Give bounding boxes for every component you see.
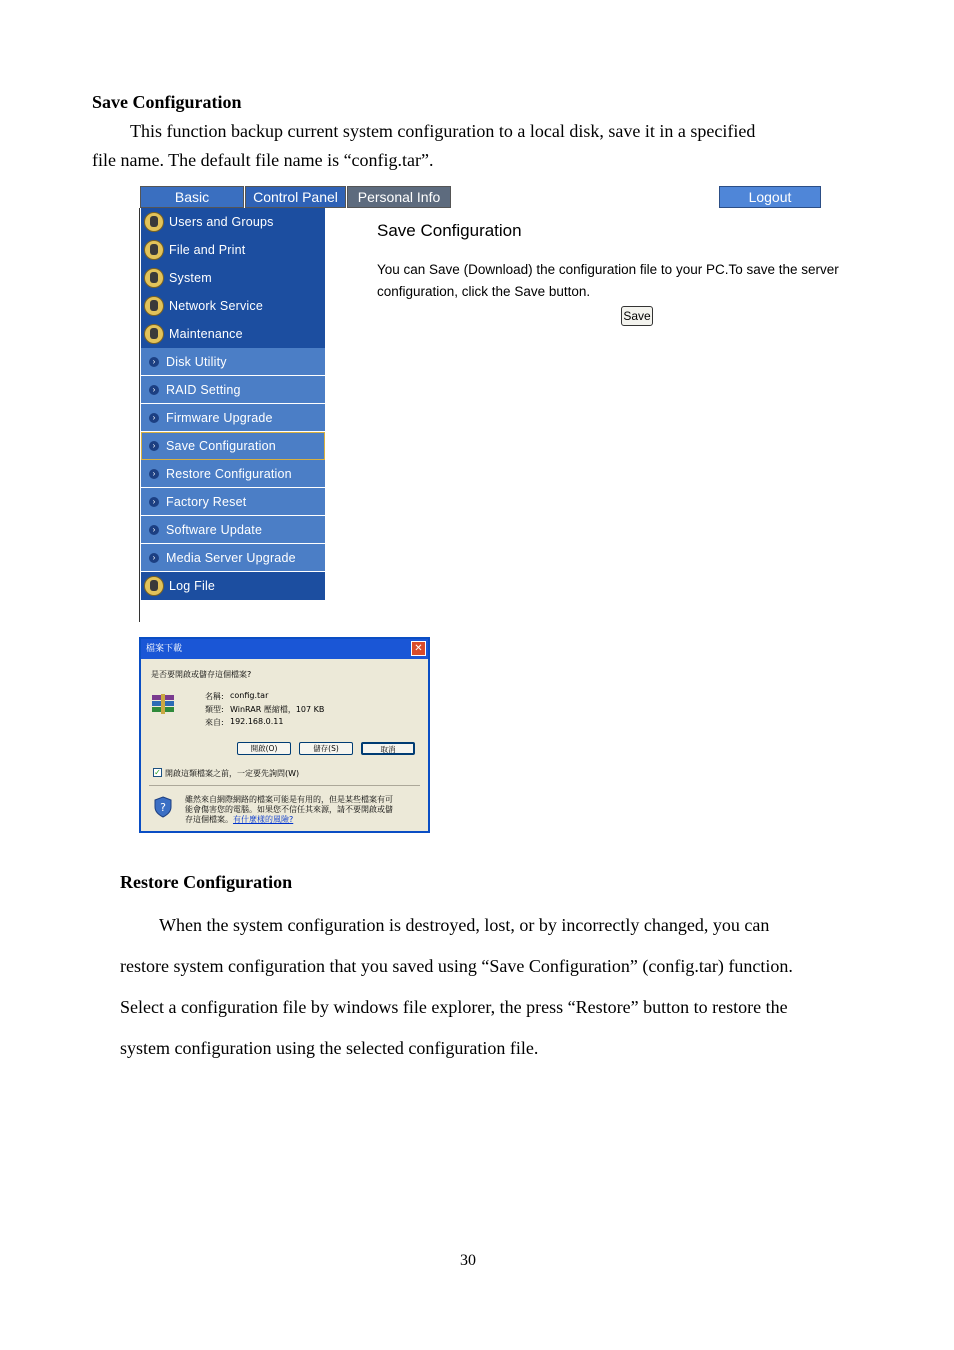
logout-button[interactable]: Logout <box>719 186 821 208</box>
dialog-question: 是否要開啟或儲存這個檔案? <box>151 670 252 679</box>
restore-para-line3: Select a configuration file by windows file explorer, the press “Restore” button to restore the <box>120 997 788 1017</box>
sidebar-item-label: Factory Reset <box>166 495 247 509</box>
type-value: WinRAR 壓縮檔，107 KB <box>230 705 325 714</box>
left-border <box>139 208 140 622</box>
chevron-right-icon: › <box>149 553 159 563</box>
restore-para-line4: system configuration using the selected configuration file. <box>120 1038 539 1058</box>
divider <box>149 785 420 786</box>
sidebar-item-factory-reset[interactable] <box>141 488 325 516</box>
checkbox-label: 開啟這類檔案之前，一定要先詢問(W) <box>165 769 300 778</box>
user-folder-icon <box>144 212 164 232</box>
user-folder-icon <box>144 268 164 288</box>
open-button[interactable]: 開啟(O) <box>237 742 291 755</box>
sidebar-item-label: Network Service <box>169 299 263 313</box>
shield-question-icon <box>153 796 173 818</box>
warning-line-3 <box>185 814 293 825</box>
user-folder-icon <box>144 576 164 596</box>
content-title: Save Configuration <box>377 221 522 240</box>
sidebar-item-system[interactable] <box>141 264 325 292</box>
sidebar-item-label: Software Update <box>166 523 263 537</box>
chevron-right-icon: › <box>149 497 159 507</box>
risk-link[interactable]: 有什麼樣的風險? <box>233 815 294 824</box>
user-folder-icon <box>144 296 164 316</box>
chevron-right-icon: › <box>149 385 159 395</box>
type-label: 類型: <box>205 705 224 714</box>
save-config-para-line1: This function backup current system configuration to a local disk, save it in a specified <box>130 121 756 141</box>
sidebar-item-label: Restore Configuration <box>166 467 292 481</box>
from-value: 192.168.0.11 <box>230 717 284 726</box>
name-value: config.tar <box>230 691 269 700</box>
sidebar-item-label: Save Configuration <box>166 439 276 453</box>
top-nav-bar <box>139 186 841 208</box>
sidebar-item-firmware-upgrade[interactable] <box>141 404 325 432</box>
page-number: 30 <box>460 1252 476 1269</box>
sidebar-item-software-update[interactable] <box>141 516 325 544</box>
sidebar-item-log-file[interactable] <box>141 572 325 600</box>
sidebar-item-users-and-groups[interactable] <box>141 208 325 236</box>
always-ask-checkbox[interactable]: ✓ <box>154 768 161 777</box>
chevron-right-icon: › <box>149 525 159 535</box>
sidebar-item-label: Users and Groups <box>169 215 274 229</box>
content-description: You can Save (Download) the configuration file to your PC.To save the server configuration, click the Save button. <box>377 262 839 299</box>
sidebar-item-network-service[interactable] <box>141 292 325 320</box>
close-icon[interactable]: ✕ <box>411 641 426 656</box>
tab-control-panel[interactable]: Control Panel <box>245 186 346 208</box>
sidebar-item-restore-configuration[interactable] <box>141 460 325 488</box>
sidebar-item-disk-utility[interactable] <box>141 348 325 376</box>
sidebar-item-file-and-print[interactable] <box>141 236 325 264</box>
warning-line-2: 能會傷害您的電腦。如果您不信任其來源，請不要開啟或儲 <box>185 805 393 814</box>
user-folder-icon <box>144 240 164 260</box>
sidebar-item-label: RAID Setting <box>166 383 241 397</box>
from-label: 來自: <box>205 718 224 727</box>
sidebar-item-raid-setting[interactable] <box>141 376 325 404</box>
sidebar-item-label: Media Server Upgrade <box>166 551 296 565</box>
file-download-dialog <box>139 637 430 833</box>
save-button[interactable]: 儲存(S) <box>299 742 353 755</box>
chevron-right-icon: › <box>149 441 159 451</box>
user-folder-icon <box>144 324 164 344</box>
svg-text:?: ? <box>160 801 166 814</box>
warning-line-1: 雖然來自網際網路的檔案可能是有用的，但是某些檔案有可 <box>185 795 393 804</box>
restore-para-line2: restore system configuration that you saved using “Save Configuration” (config.tar) function. <box>120 956 793 976</box>
name-label: 名稱: <box>205 692 224 701</box>
chevron-right-icon: › <box>149 357 159 367</box>
dialog-title: 檔案下載 <box>141 639 428 659</box>
tab-basic[interactable]: Basic <box>140 186 244 208</box>
sidebar-item-maintenance[interactable] <box>141 320 325 348</box>
save-config-para-line2: file name. The default file name is “config.tar”. <box>92 150 434 170</box>
save-button[interactable]: Save <box>621 306 653 326</box>
restore-para-line1: When the system configuration is destroyed, lost, or by incorrectly changed, you can <box>159 915 770 935</box>
restore-config-heading: Restore Configuration <box>120 872 293 892</box>
sidebar <box>141 208 325 600</box>
sidebar-item-label: Firmware Upgrade <box>166 411 273 425</box>
sidebar-item-save-configuration[interactable] <box>141 432 325 460</box>
sidebar-item-label: Disk Utility <box>166 355 227 369</box>
sidebar-item-label: Maintenance <box>169 327 243 341</box>
winrar-archive-icon <box>151 694 175 714</box>
chevron-right-icon: › <box>149 413 159 423</box>
chevron-right-icon: › <box>149 469 159 479</box>
sidebar-item-label: Log File <box>169 579 216 593</box>
sidebar-item-media-server-upgrade[interactable] <box>141 544 325 572</box>
sidebar-item-label: System <box>169 271 212 285</box>
tab-personal-info[interactable]: Personal Info <box>347 186 451 208</box>
cancel-button[interactable]: 取消 <box>361 742 415 755</box>
sidebar-item-label: File and Print <box>169 243 246 257</box>
save-config-heading: Save Configuration <box>92 92 242 112</box>
web-ui-screenshot <box>139 186 841 622</box>
warning-line-3-text: 存這個檔案。 <box>185 815 233 824</box>
